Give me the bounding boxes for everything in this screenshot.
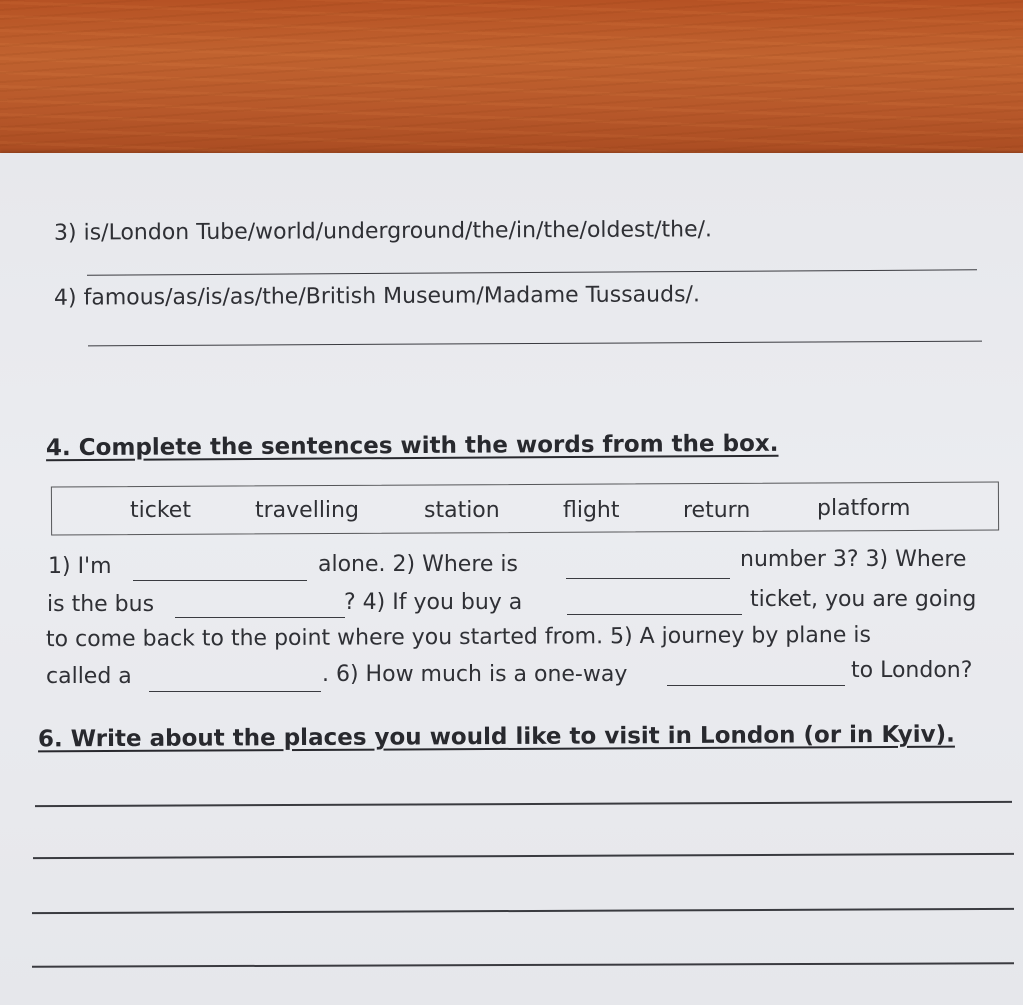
blank-4[interactable] (567, 614, 742, 615)
sentence-2-start: is the bus (47, 592, 155, 617)
box-word-travelling: travelling (255, 498, 359, 523)
worksheet-page (0, 153, 1023, 1005)
sentence-4-middle: . 6) How much is a one-way (322, 662, 628, 687)
blank-5[interactable] (149, 691, 321, 692)
exercise-item-4: 4) famous/as/is/as/the/British Museum/Madame Tussauds/. (53, 282, 700, 311)
sentence-1-middle: alone. 2) Where is (318, 552, 518, 577)
exercise-6-heading: 6. Write about the places you would like to visit in London (or in Kyiv). (37, 721, 955, 753)
sentence-3: to come back to the point where you started from. 5) A journey by plane is (45, 622, 871, 653)
exercise-item-3: 3) is/London Tube/world/underground/the/in/the/oldest/the/. (53, 217, 713, 246)
sentence-1-end: number 3? 3) Where (740, 547, 967, 572)
box-word-flight: flight (563, 498, 620, 523)
desk-surface (0, 0, 1023, 158)
blank-6[interactable] (667, 685, 845, 686)
box-word-return: return (683, 498, 751, 523)
box-word-ticket: ticket (130, 498, 191, 523)
sentence-2-end: ticket, you are going (750, 587, 977, 612)
blank-1[interactable] (133, 580, 307, 581)
box-word-station: station (424, 498, 500, 523)
sentence-4-end: to London? (851, 658, 973, 683)
blank-2[interactable] (566, 578, 730, 579)
blank-3[interactable] (175, 617, 345, 618)
sentence-2-middle: ? 4) If you buy a (344, 590, 523, 615)
sentence-1-start: 1) I'm (48, 554, 112, 579)
exercise-4-heading: 4. Complete the sentences with the words from the box. (45, 430, 779, 462)
box-word-platform: platform (817, 496, 911, 521)
sentence-4-start: called a (46, 664, 132, 689)
